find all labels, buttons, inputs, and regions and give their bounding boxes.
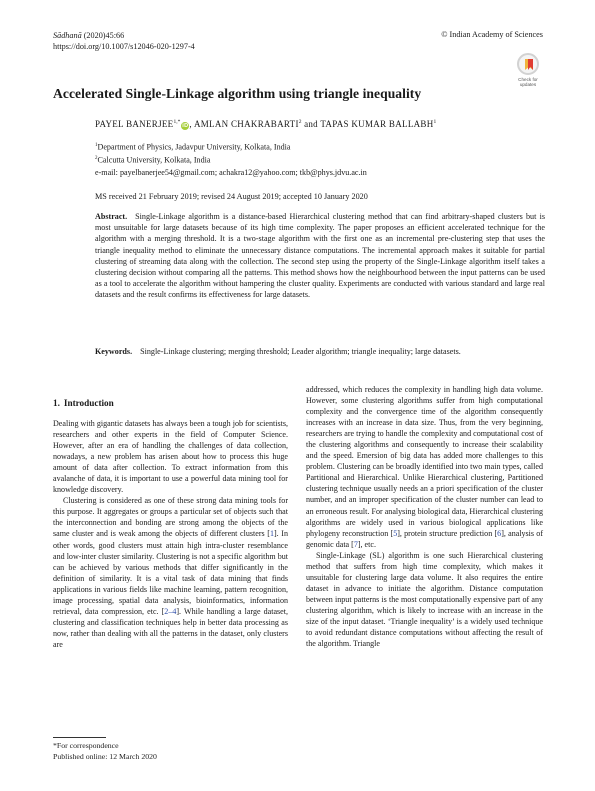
correspondence-footnote: *For correspondence bbox=[53, 741, 119, 750]
copyright-text: © Indian Academy of Sciences bbox=[441, 30, 543, 39]
author-list bbox=[95, 119, 436, 130]
manuscript-dates: MS received 21 February 2019; revised 24 August 2019; accepted 10 January 2020 bbox=[95, 192, 368, 201]
paragraph-4: Single-Linkage (SL) algorithm is one such Hierarchical clustering method that suffers from high time complexity, which makes it unsuitable for clustering large data volume. It also requires the entire dataset in advance to initiate the algorithm. Distance computation between input patterns is the most computationally expensive part of any clustering algorithm, which is likely to increase with an increase in the size of the input dataset. ‘Triangle inequality’ is a widely used technique to avoid redundant distance computations without affecting the result of the algorithm. Triangle bbox=[306, 550, 543, 649]
author-1: PAYEL BANERJEE bbox=[95, 119, 174, 129]
paragraph-3-text-d: ], etc. bbox=[357, 539, 376, 549]
affil-1-mark: 1 bbox=[95, 143, 98, 148]
orcid-icon[interactable]: iD bbox=[182, 123, 189, 129]
paragraph-2-text-b: ]. In other words, good clusters must attain high intra-cluster resemblance and low-inter cluster similarity. Clustering is not a specific algorithm but can be achieved by various methods that differ significantly in the definition of similarity. It is a vital task of data mining that finds applications in various fields like machine learning, pattern recognition, image processing, spatial data analysis, bioinformatics, information retrieval, data compression, etc. [ bbox=[53, 529, 288, 616]
citation-link[interactable]: 1 bbox=[269, 529, 274, 539]
citation-link[interactable]: 2–4 bbox=[164, 606, 177, 616]
journal-name: Sādhanā bbox=[53, 31, 82, 40]
paragraph-3 bbox=[306, 384, 543, 550]
author-sep-1: , bbox=[189, 119, 194, 129]
email-line: e-mail: payelbanerjee54@gmail.com; achakra12@yahoo.com; tkb@phys.jdvu.ac.in bbox=[95, 167, 367, 177]
author-2-affil: 2 bbox=[298, 119, 302, 125]
body-column-right bbox=[306, 384, 543, 649]
section-title: Introduction bbox=[63, 398, 114, 408]
affil-2: Calcutta University, Kolkata, India bbox=[97, 155, 211, 165]
badge-line-2: updates bbox=[519, 82, 537, 88]
paragraph-2-text-c: ]. While handling a large dataset, clustering and classification techniques help in better data processing as now, rather than dealing with all the patterns in the dataset, only clusters are bbox=[53, 606, 288, 649]
citation-link[interactable]: 6 bbox=[497, 528, 502, 538]
affil-1: Department of Physics, Jadavpur University, Kolkata, India bbox=[97, 142, 291, 152]
section-number: 1. bbox=[53, 398, 60, 408]
doi-link[interactable]: https://doi.org/10.1007/s12046-020-1297-4 bbox=[53, 42, 195, 51]
running-header-right bbox=[441, 30, 543, 39]
keywords bbox=[95, 346, 545, 357]
abstract-label: Abstract. bbox=[95, 212, 128, 221]
published-date: Published online: 12 March 2020 bbox=[53, 752, 157, 761]
affiliations bbox=[95, 140, 367, 178]
keywords-label: Keywords. bbox=[95, 347, 133, 356]
running-header-left bbox=[53, 30, 195, 52]
badge-line-1: Check for bbox=[518, 77, 538, 82]
affil-2-mark: 2 bbox=[95, 156, 98, 162]
author-1-affil: 1,* bbox=[173, 119, 181, 125]
paragraph-3-text-b: ], protein structure prediction [ bbox=[397, 528, 498, 538]
abstract bbox=[95, 211, 545, 301]
author-3-affil: 1 bbox=[433, 119, 437, 125]
paragraph-1: Dealing with gigantic datasets has always been a tough job for scientists, researchers and other experts in the field of Computer Science. However, after an era of handling the challenges of data collection, nowadays, a new problem has arisen about how to process this huge amount of data after collection. To extract information from this avalanche of data, it is important to use a powerful data mining tool for knowledge discovery. bbox=[53, 419, 288, 495]
citation-link[interactable]: 5 bbox=[393, 528, 398, 538]
abstract-text: Single-Linkage algorithm is a distance-based Hierarchical clustering method that can find arbitrary-shaped clusters but is most unsuitable for large datasets because of its high time complexity. The paper proposes an efficient accelerated technique for the algorithm with a merging threshold. It is a two-stage algorithm with the first one as an incremental pre-clustering step that uses the triangle inequality method to eliminate the unnecessary distance computations. The incremental approach makes it suitable for partial clustering of streaming data along with the collection. The second step using the property of the Single-Linkage algorithm itself takes a clustering decision without comparing all the patterns. This method shows how the neighbourhood between the input patterns can be used as a tool to accelerate the algorithm without hampering the cluster quality. Experiments are conducted with various standard and large real datasets and the result confirms its effectiveness for large datasets. bbox=[95, 212, 545, 300]
author-sep-2: and bbox=[301, 119, 321, 129]
footnote-divider bbox=[53, 737, 106, 738]
citation-link[interactable]: 7 bbox=[353, 539, 358, 549]
paragraph-2-text-a: Clustering is considered as one of these strong data mining tools for this purpose. It aggregates or groups a particular set of objects such that the interconnection and bonding are strong among the objects of the same cluster and is weak among the objects of different clusters [ bbox=[53, 496, 288, 539]
paper-title: Accelerated Single-Linkage algorithm using triangle inequality bbox=[53, 86, 422, 101]
paragraph-2 bbox=[53, 495, 288, 650]
author-3: TAPAS KUMAR BALLABH bbox=[320, 119, 434, 129]
journal-volume: (2020)45:66 bbox=[83, 31, 125, 40]
crossmark-icon bbox=[517, 53, 539, 75]
section-heading bbox=[53, 398, 114, 408]
body-column-left bbox=[53, 418, 288, 650]
check-for-updates-badge[interactable] bbox=[514, 53, 542, 90]
keywords-text: Single-Linkage clustering; merging threshold; Leader algorithm; triangle inequality; large datasets. bbox=[140, 347, 461, 356]
paragraph-3-text-c: ], analysis of genomic data [ bbox=[306, 528, 543, 549]
author-2: AMLAN CHAKRABARTI bbox=[193, 119, 299, 129]
paragraph-3-text-a: addressed, which reduces the complexity in handling high data volume. However, some clustering algorithms suffer from high computational complexity and the convergence time of the algorithm consequently increases with an increase in data size. Thus, from the very beginning, researchers are trying to handle the complexity and computational cost of the clustering algorithms and consequently to increase their scalability and the speed. Emersion of big data has added more challenges to this problem. Clustering can be broadly identified into two main types, called Partitional and Hierarchical. Unlike Hierarchical clustering, Partitioned clustering technique usually needs an a priori specification of the cluster number, and an improper specification of the cluster number can lead to an erroneous result. For analysing biological data, Hierarchical clustering algorithms are widely used in various biological applications like phylogeny reconstruction [ bbox=[306, 385, 543, 538]
